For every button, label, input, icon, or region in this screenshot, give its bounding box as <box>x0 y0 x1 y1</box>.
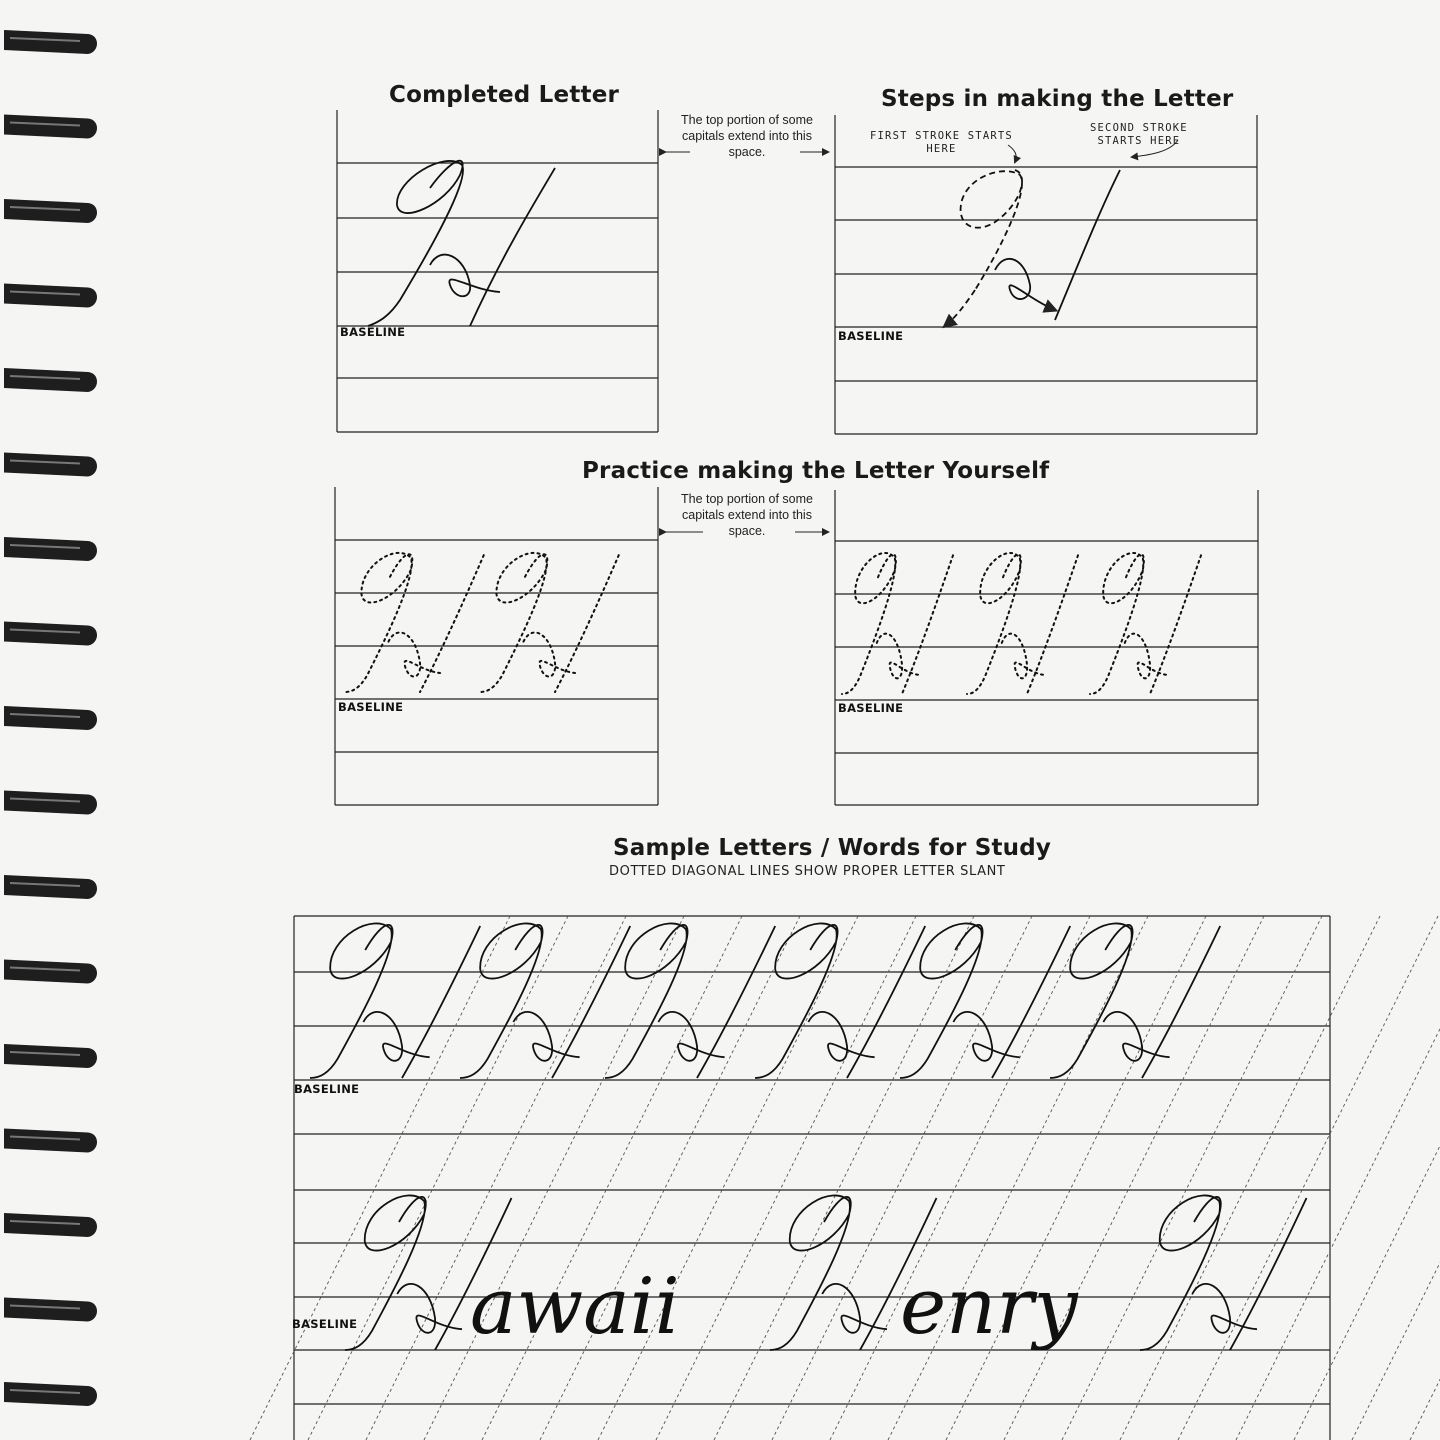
dotted-trace-letters <box>345 553 1201 694</box>
sample-word: awaii <box>470 1262 680 1352</box>
first-stroke-label: FIRST STROKE STARTS HERE <box>870 130 1013 155</box>
slant-line <box>656 916 916 1440</box>
slant-line <box>308 916 568 1440</box>
dotted-h-stroke <box>345 553 412 692</box>
sample-h-stroke <box>460 923 543 1078</box>
slant-line <box>1236 916 1440 1440</box>
sample-letters-h <box>310 923 1307 1350</box>
slant-line <box>424 916 684 1440</box>
steps-title: Steps in making the Letter <box>881 86 1234 112</box>
dotted-h-stroke <box>1125 634 1168 679</box>
steps-letter-h <box>945 170 1120 326</box>
sample-h-stroke <box>513 1012 579 1061</box>
word-initial-h-stroke <box>1230 1198 1307 1350</box>
sample-h-stroke <box>953 1012 1019 1061</box>
spiral-ring <box>4 284 97 308</box>
sample-word: enry <box>900 1262 1078 1352</box>
word-initial-h-stroke <box>397 1284 462 1333</box>
dotted-h-stroke <box>389 632 443 676</box>
slant-guide-lines <box>250 916 1440 1440</box>
baseline-label: BASELINE <box>294 1082 360 1096</box>
spiral-ring <box>4 199 97 223</box>
practice-box-left <box>335 487 658 805</box>
slant-line <box>1352 916 1440 1440</box>
spiral-ring <box>4 622 97 646</box>
spiral-ring <box>4 791 97 815</box>
slant-line <box>830 916 1090 1440</box>
spiral-ring <box>4 453 97 477</box>
baseline-label: BASELINE <box>338 700 404 714</box>
spiral-ring <box>4 30 97 54</box>
dotted-h-stroke <box>555 555 619 692</box>
slant-line <box>1410 916 1440 1440</box>
baseline-label: BASELINE <box>838 329 904 343</box>
dotted-h-stroke <box>967 553 1021 694</box>
practice-box-right <box>835 490 1258 805</box>
spiral-ring <box>4 1213 97 1237</box>
top-portion-note-lower: The top portion of some capitals extend into this space. <box>680 492 814 538</box>
slant-line <box>1120 916 1380 1440</box>
spiral-ring <box>4 1129 97 1153</box>
spiral-binding <box>4 30 97 1406</box>
slant-line <box>772 916 1032 1440</box>
slant-line <box>1178 916 1438 1440</box>
spiral-ring <box>4 537 97 561</box>
spiral-ring <box>4 960 97 984</box>
sample-h-stroke <box>402 926 480 1078</box>
dotted-h-stroke <box>420 555 484 692</box>
sample-h-stroke <box>755 923 838 1078</box>
completed-letter-title: Completed Letter <box>389 82 620 108</box>
dotted-h-stroke <box>524 632 578 676</box>
second-stroke-label: SECOND STROKE STARTS HERE <box>1090 122 1188 147</box>
sample-h-stroke <box>1142 926 1220 1078</box>
word-initial-h-stroke <box>1192 1284 1257 1333</box>
word-initial-h-stroke <box>822 1284 887 1333</box>
sample-h-stroke <box>605 923 688 1078</box>
word-initial-h-stroke <box>770 1195 851 1350</box>
sample-box <box>294 916 1330 1440</box>
slant-line <box>598 916 858 1440</box>
sample-h-stroke <box>992 926 1070 1078</box>
spiral-ring <box>4 1044 97 1068</box>
dotted-h-stroke <box>1002 634 1045 679</box>
spiral-ring <box>4 368 97 392</box>
spiral-ring <box>4 115 97 139</box>
slant-line <box>714 916 974 1440</box>
spiral-ring <box>4 1382 97 1406</box>
sample-title: Sample Letters / Words for Study <box>613 835 1052 861</box>
sample-subtitle: DOTTED DIAGONAL LINES SHOW PROPER LETTER SLANT <box>609 864 1006 879</box>
dotted-h-stroke <box>1150 555 1201 694</box>
baseline-label: BASELINE <box>292 1317 358 1331</box>
slant-line <box>1294 916 1440 1440</box>
spiral-ring <box>4 706 97 730</box>
slant-line <box>1062 916 1322 1440</box>
baseline-label: BASELINE <box>340 325 406 339</box>
sample-h-stroke <box>900 923 983 1078</box>
slant-line <box>366 916 626 1440</box>
sample-h-stroke <box>847 926 925 1078</box>
sample-h-stroke <box>697 926 775 1078</box>
dotted-h-stroke <box>1027 555 1078 694</box>
slant-line <box>1004 916 1264 1440</box>
dotted-h-stroke <box>877 634 920 679</box>
sample-h-stroke <box>552 926 630 1078</box>
spiral-ring <box>4 1298 97 1322</box>
slant-line <box>888 916 1148 1440</box>
dotted-h-stroke <box>480 553 547 692</box>
steps-letter-box <box>835 115 1257 434</box>
dotted-h-stroke <box>902 555 953 694</box>
baseline-label: BASELINE <box>838 701 904 715</box>
spiral-ring <box>4 875 97 899</box>
sample-h-stroke <box>310 923 393 1078</box>
dotted-h-stroke <box>1090 553 1144 694</box>
completed-letter-h <box>368 161 555 326</box>
top-portion-note-upper: The top portion of some capitals extend into this space. <box>680 113 814 159</box>
slant-line <box>540 916 800 1440</box>
slant-line <box>946 916 1206 1440</box>
dotted-h-stroke <box>842 553 896 694</box>
sample-h-stroke <box>1050 923 1133 1078</box>
practice-title: Practice making the Letter Yourself <box>582 458 1050 484</box>
word-initial-h-stroke <box>1140 1195 1221 1350</box>
sample-h-stroke <box>1103 1012 1169 1061</box>
sample-h-stroke <box>658 1012 724 1061</box>
slant-line <box>250 916 510 1440</box>
sample-h-stroke <box>363 1012 429 1061</box>
